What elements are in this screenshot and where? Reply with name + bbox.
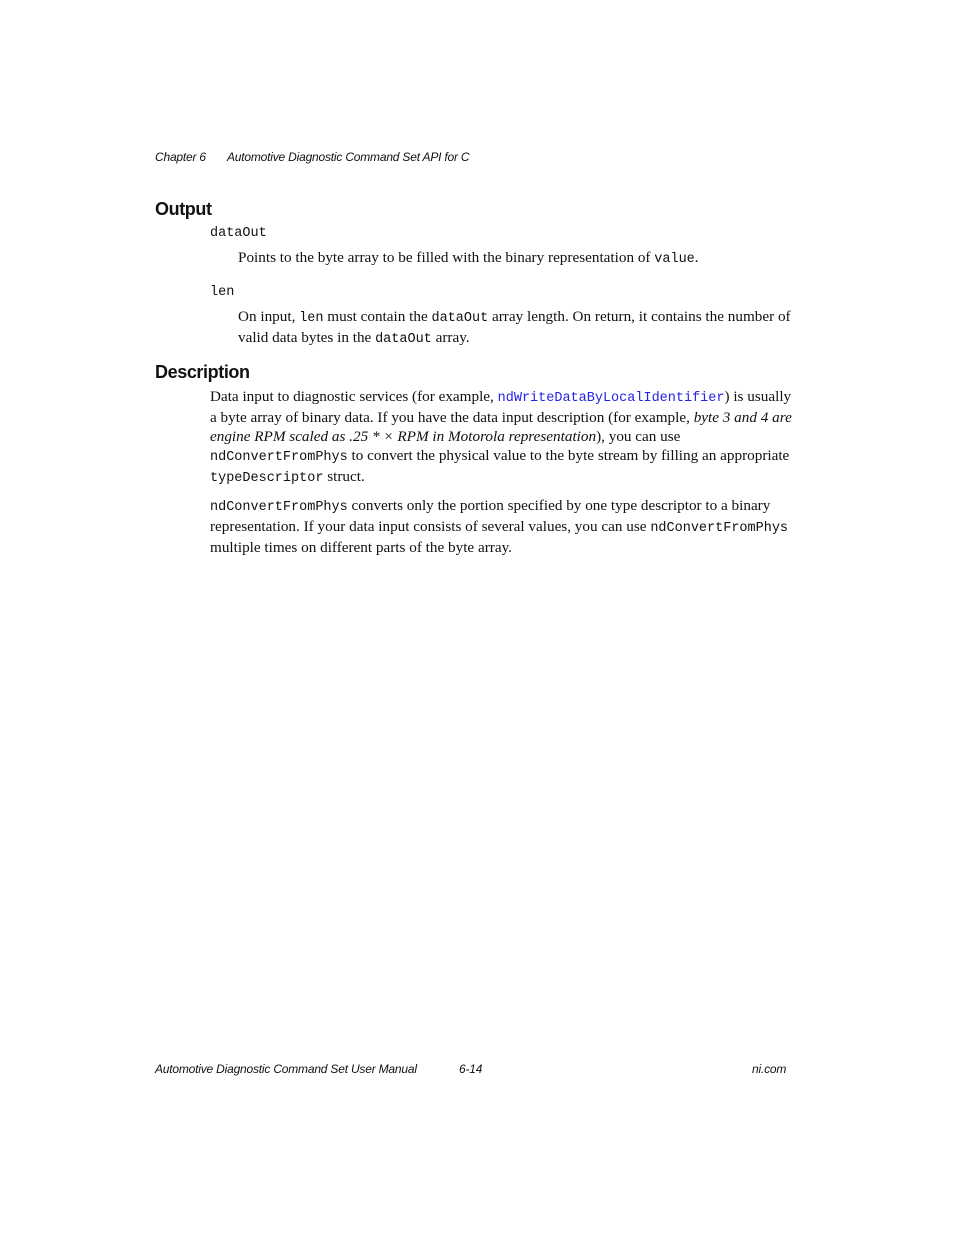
description-paragraph-1: Data input to diagnostic services (for example, ndWriteDataByLocalIdentifier) is usually a byte array of binary data. If you have the data input description (for example, byte 3 and 4 are engine RPM scaled as .25 * × RPM in Motorola representation), you can use ndConvertFromPhys to convert the physical value to the byte stream by filling an appropriate typeDescriptor struct. xyxy=(210,388,792,486)
description-heading: Description xyxy=(155,362,250,382)
chapter-title: Automotive Diagnostic Command Set API for C xyxy=(227,150,470,164)
description-paragraph-2: ndConvertFromPhys converts only the portion specified by one type descriptor to a binary representation. If your data input consists of several values, you can use ndConvertFromPhys multiple times on different parts of the byte array. xyxy=(210,497,789,556)
footer-manual-title: Automotive Diagnostic Command Set User Manual xyxy=(155,1062,417,1076)
chapter-label: Chapter 6 xyxy=(155,150,206,164)
param-desc-dataout: Points to the byte array to be filled with the binary representation of value. xyxy=(238,249,699,267)
param-name-dataout: dataOut xyxy=(210,226,267,241)
param-name-len: len xyxy=(210,285,235,300)
footer-site-link[interactable]: ni.com xyxy=(752,1062,787,1076)
example-italic: byte 3 and 4 are engine RPM scaled as .25 * × RPM in Motorola representation xyxy=(210,409,792,445)
output-heading: Output xyxy=(155,199,212,219)
ndwritedatabylocalidentifier-link[interactable]: ndWriteDataByLocalIdentifier xyxy=(497,391,725,406)
param-desc-len: On input, len must contain the dataOut array length. On return, it contains the number of valid data bytes in the dataOut array. xyxy=(238,308,791,347)
running-header xyxy=(155,150,469,164)
footer-page-number: 6-14 xyxy=(459,1062,483,1076)
